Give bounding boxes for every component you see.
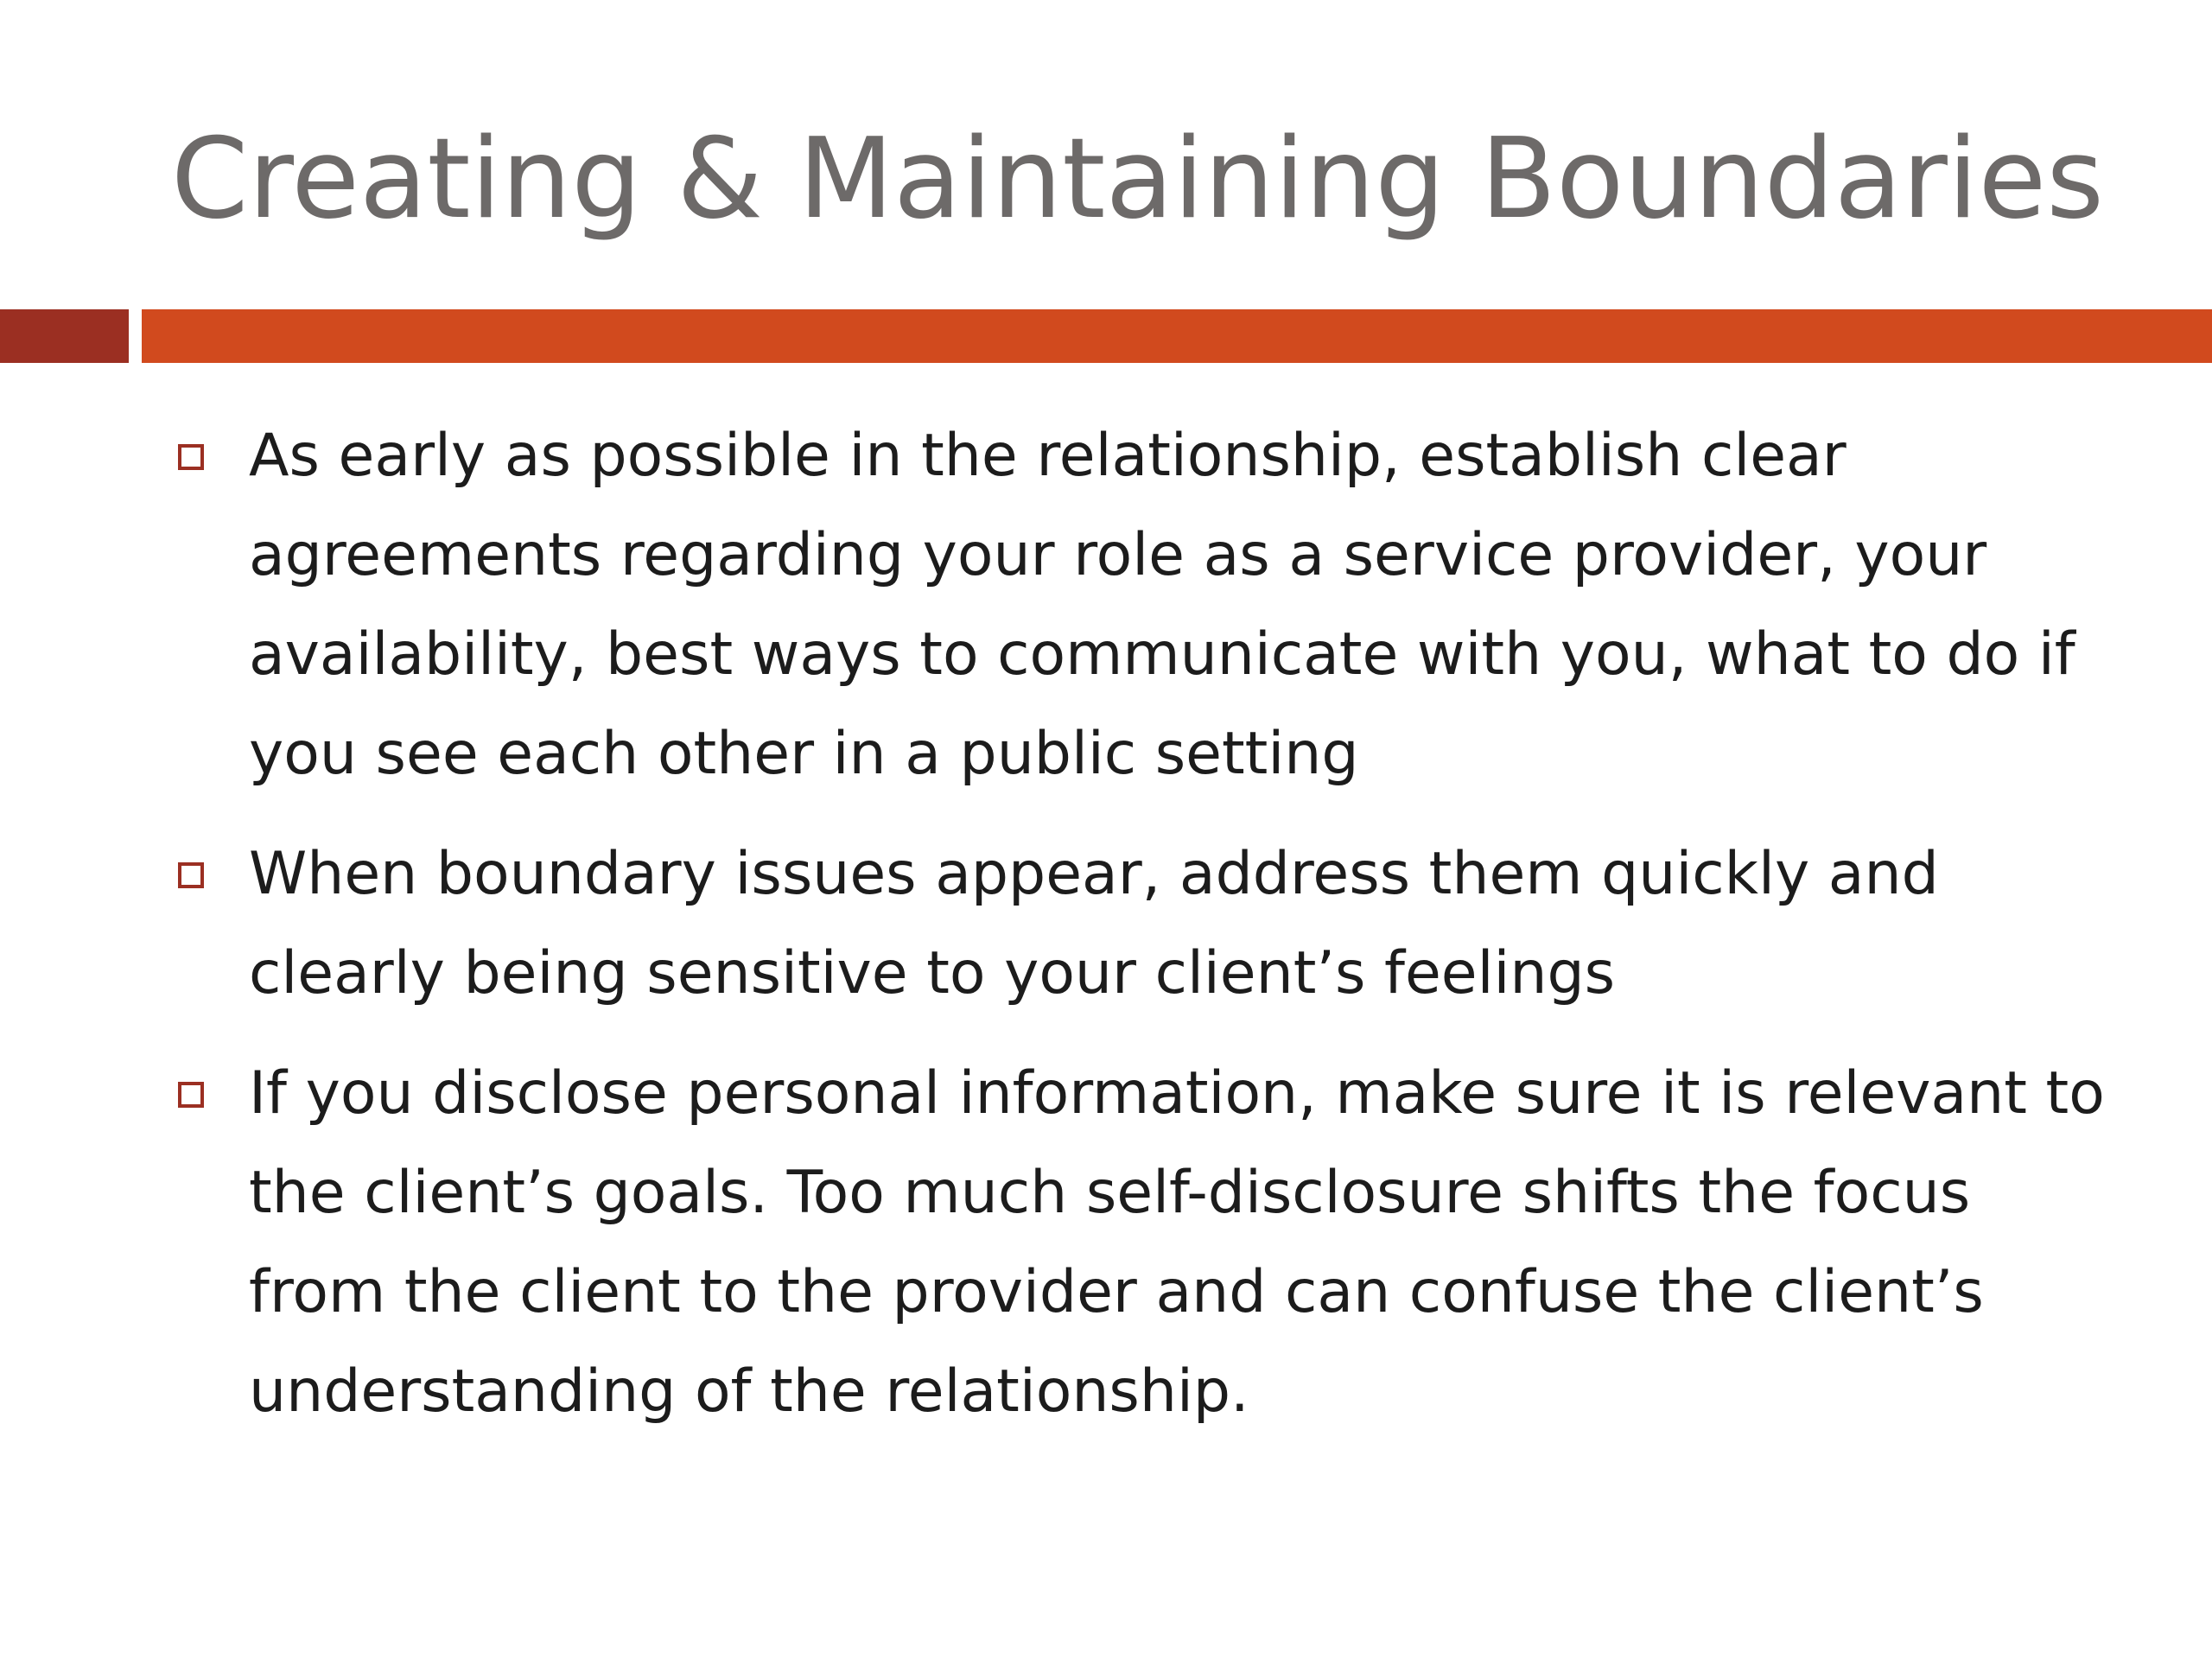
bullet-text: When boundary issues appear, address them quickly and clearly being sensitive to your client’s feelings — [249, 840, 1939, 1007]
bullet-list — [171, 406, 2124, 1462]
bullet-item — [171, 406, 2124, 804]
accent-bar-dark — [0, 309, 129, 363]
bullet-item — [171, 824, 2124, 1023]
hollow-square-icon — [178, 444, 204, 470]
accent-bar-main — [142, 309, 2212, 363]
bullet-item — [171, 1044, 2124, 1441]
hollow-square-icon — [178, 862, 204, 888]
hollow-square-icon — [178, 1082, 204, 1108]
slide-title: Creating & Maintaining Boundaries — [171, 115, 2104, 244]
bullet-text: If you disclose personal information, make sure it is relevant to the client’s goals. Too much self-disclosure shifts the focus from the client to the provider and can confuse the client’s understanding of the relationship. — [249, 1059, 2105, 1426]
bullet-text: As early as possible in the relationship, establish clear agreements regarding your role as a service provider, your availability, best ways to communicate with you, what to do if you see each other in a public setting — [249, 422, 2075, 788]
